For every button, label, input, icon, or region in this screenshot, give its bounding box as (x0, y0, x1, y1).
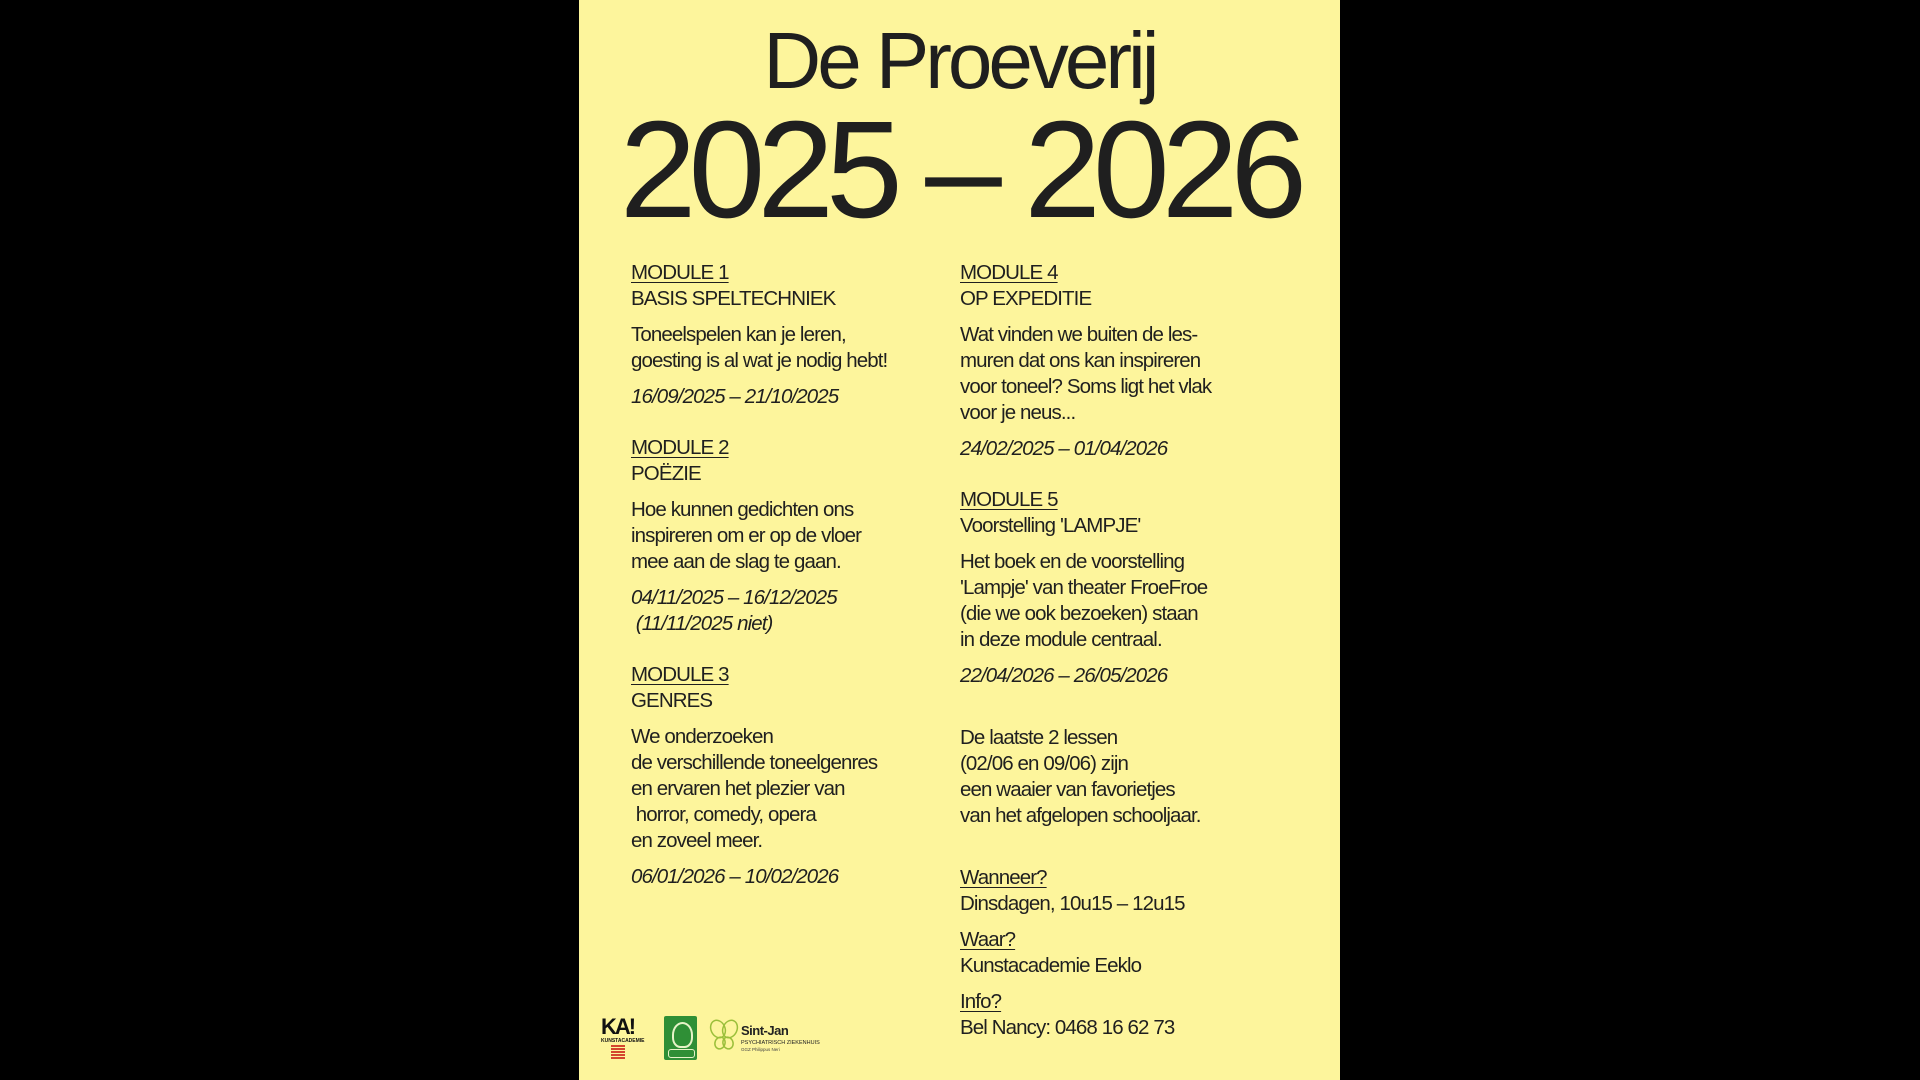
sint-jan-subtitle-2: GGZ Philippus Neri (741, 1047, 780, 1052)
info-value: Dinsdagen, 10u15 – 12u15 (960, 892, 1185, 915)
module-subtitle: Voorstelling 'LAMPJE' (960, 514, 1141, 537)
kunstacademie-stripes-icon (611, 1045, 625, 1059)
module-heading: MODULE 4 (960, 261, 1058, 284)
description-line: en ervaren het plezier van (631, 777, 845, 800)
description-line: voor toneel? Soms ligt het vlak (960, 375, 1212, 398)
module-description (631, 322, 931, 374)
description-line: in deze module centraal. (960, 628, 1162, 651)
module-dates (960, 436, 1260, 462)
sint-jan-name: Sint-Jan (741, 1023, 789, 1038)
description-line: Wat vinden we buiten de les- (960, 323, 1198, 346)
date-line: (11/11/2025 niet) (631, 612, 773, 635)
closing-note-line: (02/06 en 09/06) zijn (960, 752, 1129, 775)
sint-jan-logo (709, 1016, 841, 1060)
info-heading: Waar? (960, 928, 1016, 951)
module-description (960, 549, 1260, 653)
description-line: goesting is al wat je nodig hebt! (631, 349, 888, 372)
module-dates (960, 663, 1260, 689)
module-heading: MODULE 1 (631, 261, 729, 284)
module-subtitle: OP EXPEDITIE (960, 287, 1092, 310)
date-line: 16/09/2025 – 21/10/2025 (631, 385, 839, 408)
description-line: 'Lampje' van theater FroeFroe (960, 576, 1208, 599)
module-heading: MODULE 2 (631, 436, 729, 459)
module-description (631, 497, 931, 575)
module-3 (631, 662, 931, 890)
closing-note-line: De laatste 2 lessen (960, 726, 1118, 749)
poster-years: 2025 – 2026 (619, 93, 1300, 247)
left-column (631, 260, 931, 890)
date-line: 04/11/2025 – 16/12/2025 (631, 586, 837, 609)
info-value: Bel Nancy: 0468 16 62 73 (960, 1016, 1175, 1039)
module-subtitle: POËZIE (631, 462, 701, 485)
closing-note-line: een waaier van favorietjes (960, 778, 1175, 801)
date-line: 06/01/2026 – 10/02/2026 (631, 865, 839, 888)
description-line: We onderzoeken (631, 725, 774, 748)
kunstacademie-word: KUNSTACADEMIE (601, 1038, 645, 1044)
module-description (631, 724, 931, 854)
description-line: inspireren om er op de vloer (631, 524, 862, 547)
module-heading: MODULE 5 (960, 488, 1058, 511)
module-2 (631, 435, 931, 637)
ribbon-icon (668, 1049, 695, 1058)
butterfly-icon (709, 1018, 739, 1054)
info-contact (960, 989, 1260, 1041)
tree-icon (672, 1022, 693, 1048)
module-dates (631, 864, 931, 890)
sponsor-logos (601, 1012, 841, 1062)
description-line: Het boek en de voorstelling (960, 550, 1185, 573)
description-line: en zoveel meer. (631, 829, 763, 852)
description-line: (die we ook bezoeken) staan (960, 602, 1198, 625)
info-where (960, 927, 1260, 979)
info-value: Kunstacademie Eeklo (960, 954, 1142, 977)
date-line: 24/02/2025 – 01/04/2026 (960, 437, 1168, 460)
info-when (960, 865, 1260, 917)
module-1 (631, 260, 931, 410)
description-line: mee aan de slag te gaan. (631, 550, 841, 573)
module-heading: MODULE 3 (631, 663, 729, 686)
module-dates (631, 585, 931, 637)
module-subtitle: BASIS SPELTECHNIEK (631, 287, 836, 310)
description-line: muren dat ons kan inspireren (960, 349, 1201, 372)
kunstacademie-mark: KA! (601, 1014, 635, 1039)
description-line: Toneelspelen kan je leren, (631, 323, 846, 346)
date-line: 22/04/2026 – 26/05/2026 (960, 664, 1168, 687)
module-5 (960, 487, 1260, 689)
module-dates (631, 384, 931, 410)
right-column (960, 260, 1260, 1051)
poster-title: De Proeverij (763, 16, 1156, 105)
description-line: horror, comedy, opera (631, 803, 816, 826)
poster (579, 0, 1340, 1080)
description-line: de verschillende toneelgenres (631, 751, 878, 774)
info-heading: Info? (960, 990, 1002, 1013)
module-description (960, 322, 1260, 426)
info-heading: Wanneer? (960, 866, 1047, 889)
closing-note (960, 725, 1260, 829)
sint-jan-subtitle: PSYCHIATRISCH ZIEKENHUIS (741, 1040, 820, 1046)
module-subtitle: GENRES (631, 689, 713, 712)
description-line: voor je neus... (960, 401, 1076, 424)
module-4 (960, 260, 1260, 462)
closing-note-line: van het afgelopen schooljaar. (960, 804, 1201, 827)
kunstacademie-logo (601, 1016, 657, 1060)
tree-emblem-logo (664, 1016, 697, 1060)
description-line: Hoe kunnen gedichten ons (631, 498, 854, 521)
